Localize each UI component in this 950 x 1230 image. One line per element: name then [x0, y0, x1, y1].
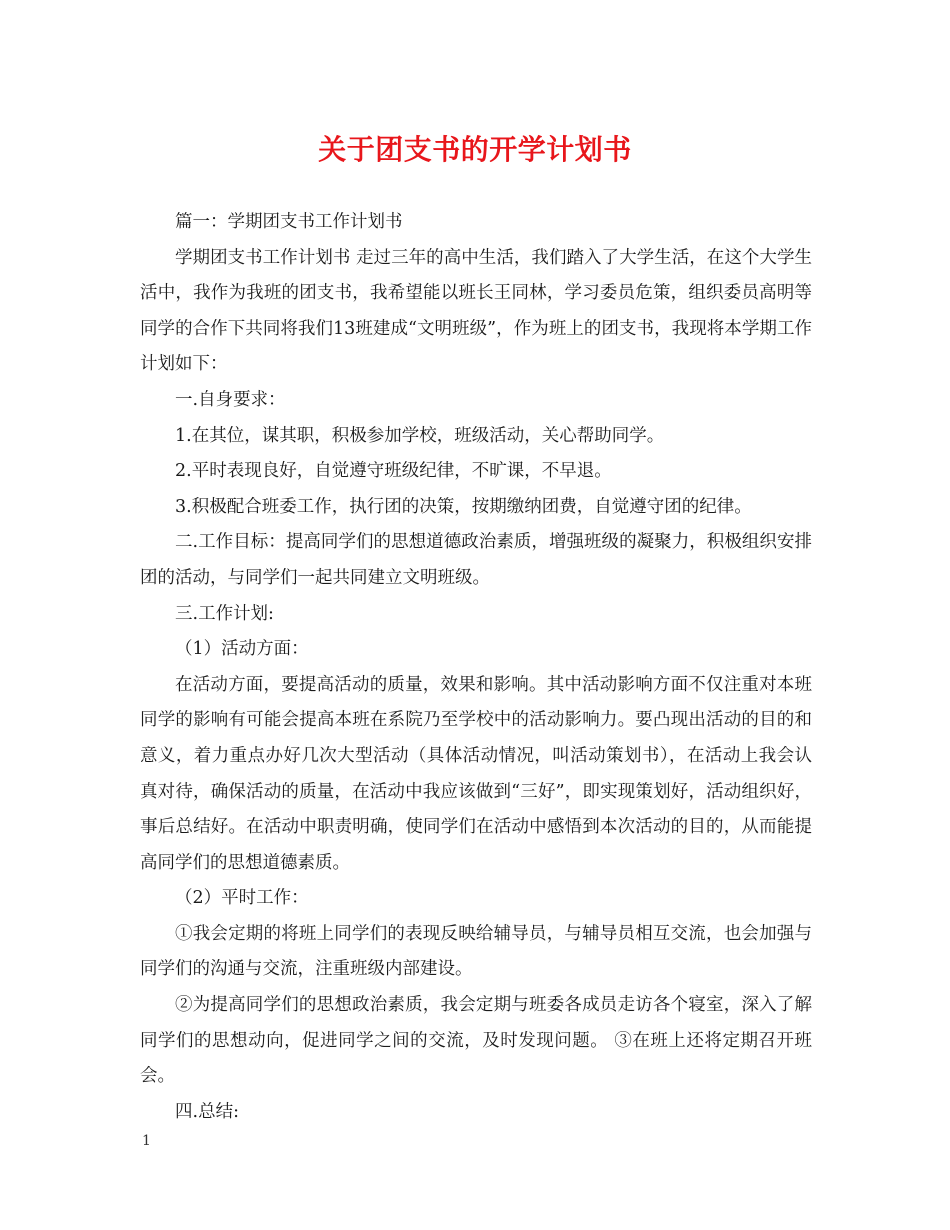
paragraph-daily-work-heading: （2）平时工作： — [175, 888, 309, 909]
document-body — [140, 205, 812, 1130]
paragraph-self-requirements-heading: 一.自身要求： — [175, 389, 286, 410]
paragraph-section-heading: 篇一：学期团支书工作计划书 — [175, 212, 403, 232]
paragraph-summary-heading: 四.总结: — [175, 1101, 239, 1122]
paragraph-requirement-1: 1.在其位，谋其职，积极参加学校，班级活动，关心帮助同学。 — [175, 425, 665, 446]
paragraph-daily-work-2: ②为提高同学们的思想政治素质，我会定期与班委各成员走访各个寝室，深入了解同学们的思想动向，促进同学之间的交流，及时发现问题。 ③在班上还将定期召开班会。 — [140, 995, 812, 1087]
paragraph-daily-work-1: ①我会定期的将班上同学们的表现反映给辅导员，与辅导员相互交流，也会加强与同学们的沟通与交流，注重班级内部建设。 — [140, 923, 812, 980]
paragraph-intro: 学期团支书工作计划书 走过三年的高中生活，我们踏入了大学生活，在这个大学生活中，我作为我班的团支书，我希望能以班长王同林，学习委员危策，组织委员高明等同学的合作下共同将我们13班建成“文明班级”，作为班上的团支书，我现将本学期工作计划如下： — [140, 247, 812, 375]
page-number: 1 — [142, 1133, 151, 1149]
paragraph-requirement-2: 2.平时表现良好，自觉遵守班级纪律，不旷课，不早退。 — [175, 461, 612, 482]
page-title: 关于团支书的开学计划书 — [318, 133, 632, 166]
paragraph-activities: 在活动方面，要提高活动的质量，效果和影响。其中活动影响方面不仅注重对本班同学的影响有可能会提高本班在系院乃至学校中的活动影响力。要凸现出活动的目的和意义，着力重点办好几次大型活动（具体活动情况，叫活动策划书），在活动上我会认真对待，确保活动的质量，在活动中我应该做到“三好”，即实现策划好，活动组织好，事后总结好。在活动中职责明确，使同学们在活动中感悟到本次活动的目的，从而能提高同学们的思想道德素质。 — [140, 674, 812, 873]
paragraph-work-plan-heading: 三.工作计划: — [175, 603, 274, 624]
paragraph-requirement-3: 3.积极配合班委工作，执行团的决策，按期缴纳团费，自觉遵守团的纪律。 — [175, 496, 752, 517]
paragraph-work-goals: 二.工作目标：提高同学们的思想道德政治素质，增强班级的凝聚力，积极组织安排团的活动，与同学们一起共同建立文明班级。 — [140, 532, 812, 588]
paragraph-activities-heading: （1）活动方面： — [175, 639, 309, 660]
